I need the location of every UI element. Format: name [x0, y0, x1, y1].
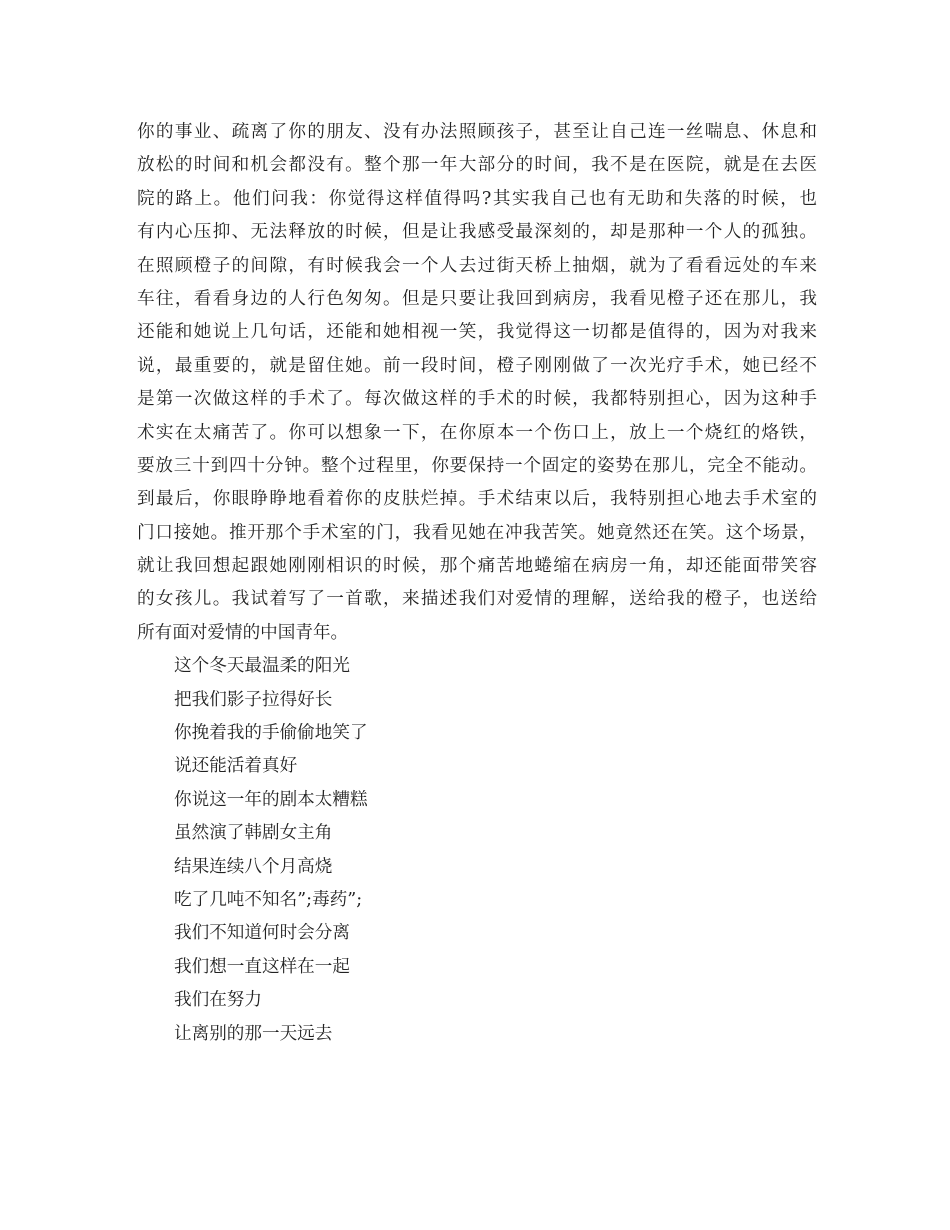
document-body: [137, 116, 817, 1051]
lyric-line: 说还能活着真好: [174, 756, 298, 777]
paragraph-line: 院的路上。他们问我：你觉得这样值得吗?其实我自己也有无助和失落的时候，也: [137, 188, 817, 209]
song-lyrics: [137, 650, 817, 1051]
lyric-line: 你挽着我的手偷偷地笑了: [174, 723, 368, 744]
paragraph-line: 是第一次做这样的手术了。每次做这样的手术的时候，我都特别担心，因为这种手: [137, 389, 817, 410]
lyric-line: 你说这一年的剧本太糟糕: [174, 789, 368, 810]
paragraph-line: 就让我回想起跟她刚刚相识的时候，那个痛苦地蜷缩在病房一角，却还能面带笑容: [137, 556, 817, 577]
paragraph-line: 你的事业、疏离了你的朋友、没有办法照顾孩子，甚至让自己连一丝喘息、休息和: [137, 122, 817, 142]
paragraph-line: 术实在太痛苦了。你可以想象一下，在你原本一个伤口上，放上一个烧红的烙铁，: [137, 422, 817, 443]
paragraph-line: 车往，看看身边的人行色匆匆。但是只要让我回到病房，我看见橙子还在那儿，我: [137, 288, 817, 309]
paragraph-line: 在照顾橙子的间隙，有时候我会一个人去过街天桥上抽烟，就为了看看远处的车来: [137, 255, 817, 276]
paragraph-line: 说，最重要的，就是留住她。前一段时间，橙子刚刚做了一次光疗手术，她已经不: [137, 355, 817, 376]
paragraph-line: 有内心压抑、无法释放的时候，但是让我感受最深刻的，却是那种一个人的孤独。: [137, 222, 817, 243]
lyric-line: 把我们影子拉得好长: [174, 689, 333, 710]
paragraph-line: 放松的时间和机会都没有。整个那一年大部分的时间，我不是在医院，就是在去医: [137, 155, 817, 176]
lyric-line: 结果连续八个月高烧: [174, 856, 333, 877]
paragraph-line: 到最后，你眼睁睁地看着你的皮肤烂掉。手术结束以后，我特别担心地去手术室的: [137, 489, 817, 510]
lyric-line: 我们不知道何时会分离: [174, 923, 350, 944]
lyric-line: 虽然演了韩剧女主角: [174, 823, 333, 844]
paragraph-line: 还能和她说上几句话，还能和她相视一笑，我觉得这一切都是值得的，因为对我来: [137, 322, 817, 343]
lyric-line: 吃了几吨不知名”;毒药”;: [174, 889, 363, 910]
lyric-line: 我们想一直这样在一起: [174, 956, 350, 977]
paragraph-line: 所有面对爱情的中国青年。: [137, 622, 349, 643]
paragraph-line: 要放三十到四十分钟。整个过程里，你要保持一个固定的姿势在那儿，完全不能动。: [137, 455, 817, 476]
lyric-line: 我们在努力: [174, 990, 262, 1011]
paragraph-line: 的女孩儿。我试着写了一首歌，来描述我们对爱情的理解，送给我的橙子，也送给: [137, 589, 817, 610]
lyric-line: 让离别的那一天远去: [174, 1023, 333, 1044]
lyric-line: 这个冬天最温柔的阳光: [174, 656, 350, 677]
paragraph-line: 门口接她。推开那个手术室的门，我看见她在冲我苦笑。她竟然还在笑。这个场景，: [137, 522, 817, 543]
prose-paragraph: [137, 116, 817, 650]
